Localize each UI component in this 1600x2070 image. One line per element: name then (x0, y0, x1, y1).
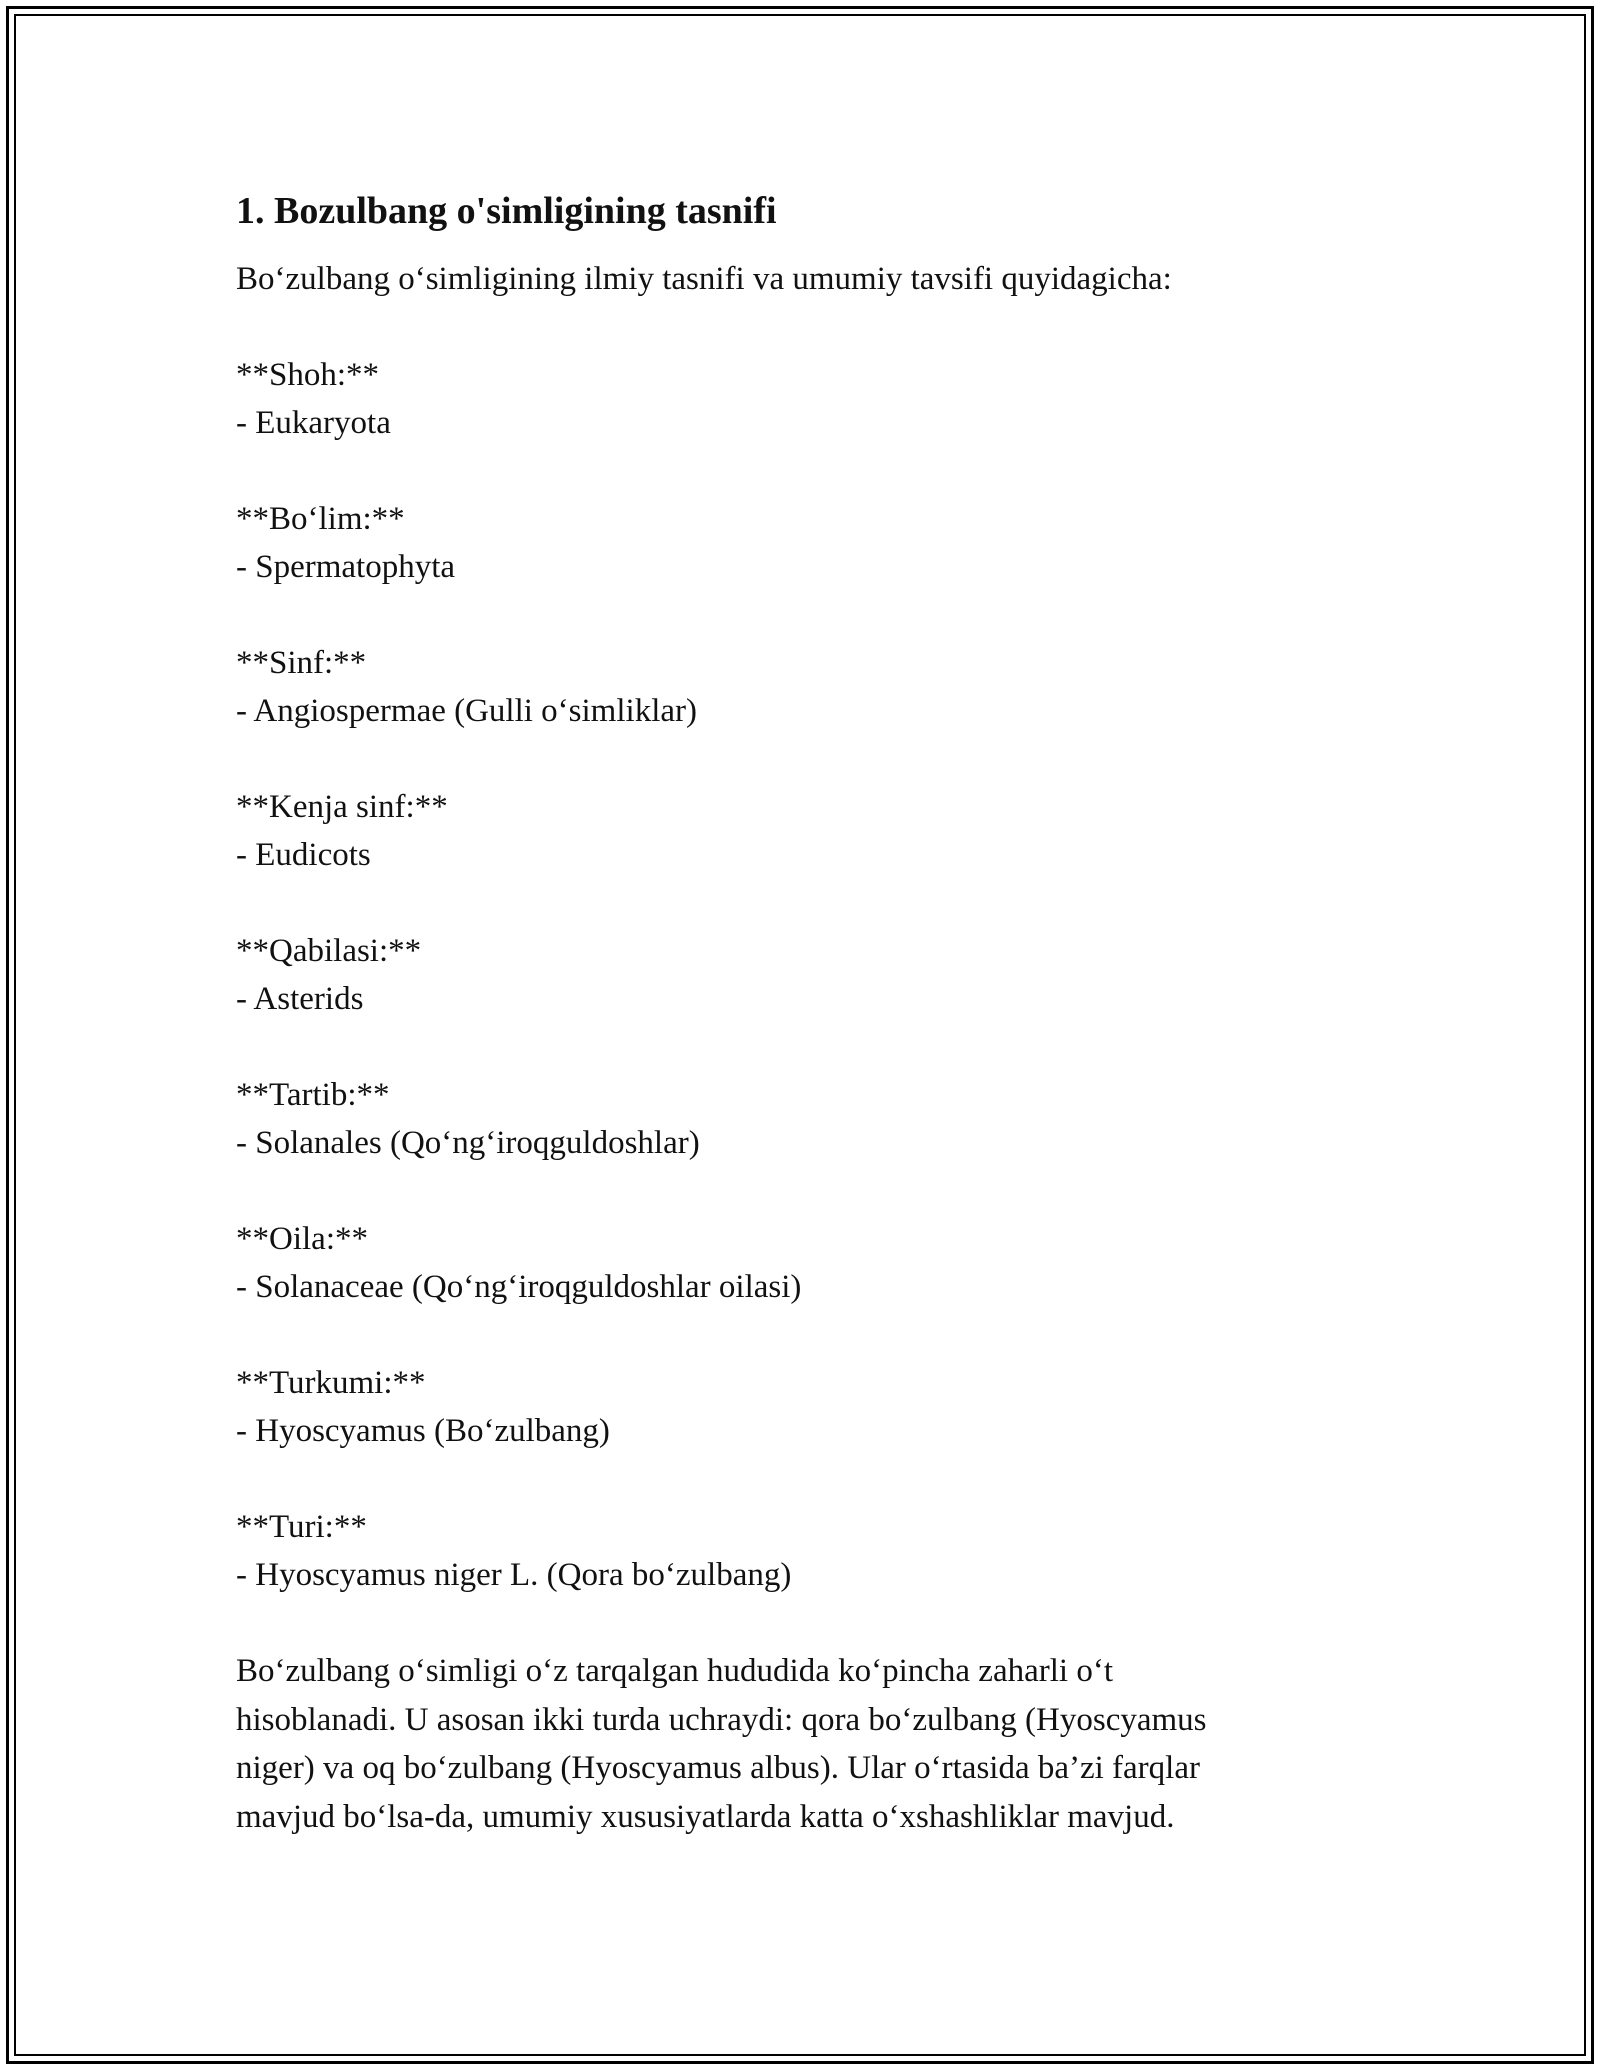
classification-item (236, 639, 1366, 735)
intro-paragraph: Bo‘zulbang o‘simligining ilmiy tasnifi va umumiy tavsifi quyidagicha: (236, 261, 1172, 297)
rank-label: **Kenja sinf:** (236, 789, 448, 825)
rank-value: - Solanales (Qo‘ng‘iroqguldoshlar) (236, 1125, 700, 1161)
section-heading: 1. Bozulbang o'simligining tasnifi (236, 190, 777, 232)
rank-value: - Spermatophyta (236, 549, 456, 585)
rank-value: - Eukaryota (236, 405, 391, 441)
classification-item (236, 351, 1366, 447)
rank-label: **Sinf:** (236, 645, 367, 681)
classification-item (236, 783, 1366, 879)
closing-line: mavjud bo‘lsa-da, umumiy xususiyatlarda katta o‘xshashliklar mavjud. (236, 1798, 1175, 1835)
rank-value: - Asterids (236, 981, 364, 1017)
closing-paragraph (236, 1647, 1366, 1841)
rank-label: **Shoh:** (236, 357, 380, 393)
rank-label: **Qabilasi:** (236, 933, 422, 969)
rank-value: - Hyoscyamus niger L. (Qora bo‘zulbang) (236, 1557, 792, 1593)
classification-item (236, 1503, 1366, 1599)
rank-value: - Solanaceae (Qo‘ng‘iroqguldoshlar oilasi) (236, 1269, 802, 1305)
classification-item (236, 1071, 1366, 1167)
classification-item (236, 1359, 1366, 1455)
classification-item (236, 1215, 1366, 1311)
classification-item (236, 495, 1366, 591)
rank-value: - Hyoscyamus (Bo‘zulbang) (236, 1413, 610, 1449)
rank-value: - Angiospermae (Gulli o‘simliklar) (236, 693, 697, 729)
classification-item (236, 927, 1366, 1023)
rank-label: **Turi:** (236, 1509, 367, 1545)
rank-label: **Turkumi:** (236, 1365, 426, 1401)
rank-label: **Tartib:** (236, 1077, 390, 1113)
rank-label: **Bo‘lim:** (236, 501, 405, 537)
closing-line: niger) va oq bo‘zulbang (Hyoscyamus albus). Ular o‘rtasida ba’zi farqlar (236, 1750, 1200, 1786)
document-body (236, 185, 1366, 1841)
classification-list (236, 351, 1366, 1599)
closing-line: Bo‘zulbang o‘simligi o‘z tarqalgan hududida ko‘pincha zaharli o‘t (236, 1653, 1113, 1689)
rank-value: - Eudicots (236, 837, 371, 873)
rank-label: **Oila:** (236, 1221, 368, 1257)
closing-line: hisoblanadi. U asosan ikki turda uchraydi: qora bo‘zulbang (Hyoscyamus (236, 1701, 1207, 1738)
